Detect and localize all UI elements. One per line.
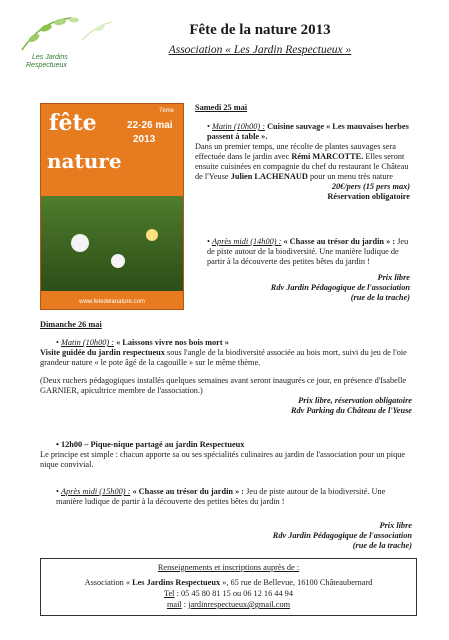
contact-mail: mail : jardinrespectueux@gmail.com — [166, 600, 291, 609]
poster-grass-illustration — [41, 196, 183, 291]
sunday-afternoon-text: Jeu de piste autour de la biodiversité. Une manière ludique de partir à la découverte des petites bêtes du jardin ! — [56, 487, 386, 506]
sunday-noon-text: Le principe est simple : chacun apporte sa ou ses spécialités culinaires au jardin de l'association pour un pique nique convivial. — [40, 450, 406, 469]
saturday-afternoon-rdv: Rdv Jardin Pédagogique de l'association — [270, 283, 410, 292]
poster-word-nature: nature — [47, 149, 122, 173]
logo-line-2: Respectueux — [26, 62, 67, 69]
contact-mail-link[interactable]: jardinrespectueux@gmail.com — [188, 600, 291, 609]
contact-heading: Renseignements et inscriptions auprès de : — [157, 563, 300, 572]
sunday-morning-price: Prix libre, réservation obligatoire — [298, 396, 412, 405]
bullet: • — [56, 440, 61, 449]
page-title: Fête de la nature 2013 — [189, 22, 331, 38]
sunday-noon-title: 12h00 – Pique-nique partagé au jardin Respectueux — [60, 440, 245, 449]
saturday-morning-text-2: Elles seront ensuite cuisinées en compagnie du chef du restaurant le Château de l'Yeuse — [195, 152, 409, 181]
sunday-morning-rdv: Rdv Parking du Château de l'Yeuse — [290, 406, 412, 415]
contact-tel-label: Tel — [164, 589, 175, 598]
sunday-morning-label: Matin (10h00) : — [60, 338, 114, 347]
bullet: • — [207, 237, 212, 246]
sunday-heading: Dimanche 26 mai — [40, 320, 102, 329]
saturday-morning-text-3: pour un menu très nature — [309, 172, 393, 181]
poster-edition: 7ème — [159, 108, 175, 114]
flower-icon — [146, 229, 158, 241]
page-subtitle: Association « Les Jardin Respectueux » — [168, 44, 352, 56]
sunday-noon-section — [40, 440, 412, 470]
sunday-morning-section — [40, 338, 412, 416]
contact-assoc-suffix: », 65 rue de Bellevue, 16100 Châteaubernard — [222, 578, 373, 587]
poster-year: 2013 — [133, 134, 156, 145]
sunday-afternoon-section — [40, 487, 412, 551]
sunday-hives-text: (Deux ruchers pédagogiques installés quelques semaines avant seront inaugurés ce jour, en présence d'Isabelle GARNIER, apicultrice membre de l'association.) — [40, 376, 407, 395]
contact-assoc-prefix: Association « — [84, 578, 130, 587]
flower-icon — [111, 254, 125, 268]
saturday-afternoon-section — [195, 237, 410, 303]
sunday-visit-bold: Visite guidée du jardin respectueux — [40, 348, 165, 357]
saturday-afternoon-rdv2: (rue de la trache) — [350, 293, 410, 302]
saturday-morning-price: 20€/pers (15 pers max) — [331, 182, 410, 191]
contact-address — [41, 577, 416, 588]
poster-url: www.fetedelanature.com — [79, 299, 145, 305]
bullet: • — [56, 338, 61, 347]
contact-assoc-name: Les Jardins Respectueux — [132, 578, 221, 587]
bullet: • — [207, 122, 212, 131]
saturday-morning-name: Rémi MARCOTTE. — [291, 152, 364, 161]
sunday-visit-text: sous l'angle de la biodiversité associée au bois mort, suivi du jeu de l'oie grandeur nature « le pote âgé de la cagouille » sur le même thème. — [40, 348, 407, 367]
bullet: • — [56, 487, 61, 496]
sunday-morning-title: « Laissons vivre nos bois mort » — [116, 338, 229, 347]
sunday-afternoon-label: Après midi (15h00) : — [60, 487, 131, 496]
contact-phone — [41, 588, 416, 599]
contact-tel-value: : 05 45 80 81 15 ou 06 12 16 44 94 — [176, 589, 293, 598]
sunday-afternoon-rdv: Rdv Jardin Pédagogique de l'association — [272, 531, 412, 540]
flower-icon — [71, 234, 89, 252]
saturday-morning-reservation: Réservation obligatoire — [327, 192, 410, 201]
saturday-morning-chef: Julien LACHENAUD — [230, 172, 308, 181]
logo-line-1: Les Jardins — [32, 54, 68, 61]
saturday-afternoon-text: Jeu de piste autour de la biodiversité. Une manière ludique de partir à la découverte des petites bêtes du jardin ! — [207, 237, 409, 266]
event-poster-image — [40, 103, 184, 310]
contact-box — [40, 558, 417, 616]
saturday-morning-label: Matin (10h00) : — [211, 122, 265, 131]
saturday-afternoon-price: Prix libre — [377, 273, 410, 282]
saturday-morning-section — [195, 122, 410, 202]
poster-word-fete: fête — [49, 110, 97, 136]
saturday-morning-text-1: Dans un premier temps, une récolte de plantes sauvages sera effectuée dans le jardin avec — [195, 142, 396, 161]
saturday-morning-title: Cuisine sauvage « Les mauvaises herbes passent à table ». — [207, 122, 409, 141]
sunday-afternoon-price: Prix libre — [379, 521, 412, 530]
sunday-afternoon-title: « Chasse au trésor du jardin » : — [132, 487, 245, 496]
association-logo — [12, 10, 122, 80]
sunday-afternoon-rdv2: (rue de la trache) — [352, 541, 412, 550]
poster-dates: 22-26 mai — [127, 120, 173, 131]
contact-mail-label: mail — [166, 600, 182, 609]
saturday-heading: Samedi 25 mai — [195, 103, 248, 112]
saturday-afternoon-label: Après midi (14h00) : — [211, 237, 282, 246]
saturday-afternoon-title: « Chasse au trésor du jardin » : — [283, 237, 396, 246]
